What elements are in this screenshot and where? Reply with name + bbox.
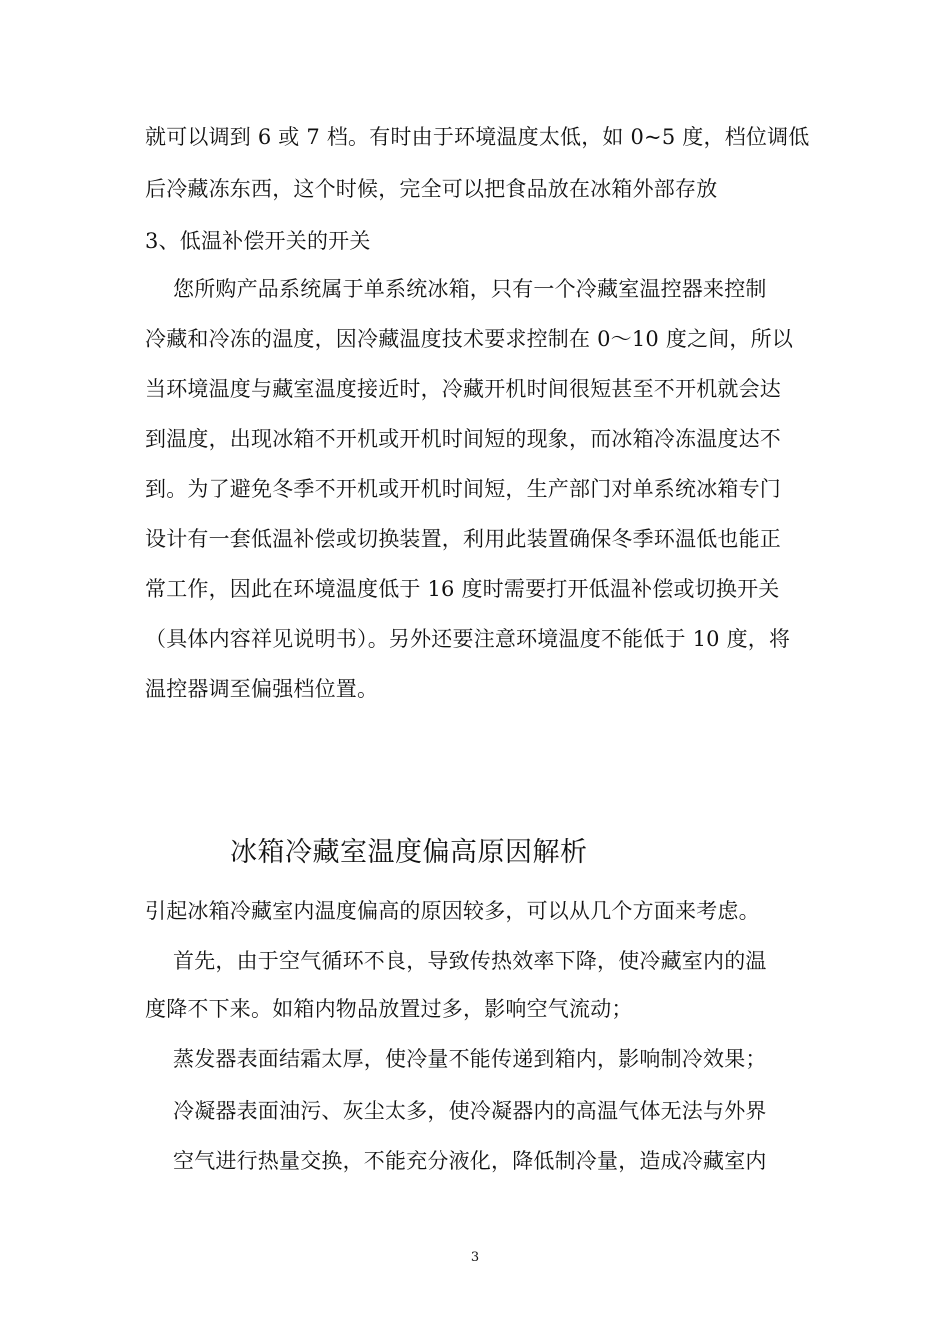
body-text-line: （具体内容祥见说明书）。另外还要注意环境温度不能低于 10 度，将 (145, 627, 791, 651)
body-text-line: 就可以调到 6 或 7 档。有时由于环境温度太低，如 0~5 度，档位调低 (145, 125, 810, 149)
body-text-line: 当环境温度与藏室温度接近时，冷藏开机时间很短甚至不开机就会达 (145, 377, 781, 401)
body-text-line: 到温度，出现冰箱不开机或开机时间短的现象，而冰箱冷冻温度达不 (145, 427, 781, 451)
body-text-line: 温控器调至偏强档位置。 (145, 677, 379, 701)
body-text-line: 后冷藏冻东西，这个时候，完全可以把食品放在冰箱外部存放 (145, 177, 718, 201)
body-text-line: 冷藏和冷冻的温度，因冷藏温度技术要求控制在 0～10 度之间，所以 (145, 327, 794, 351)
body-text-line: 蒸发器表面结霜太厚，使冷量不能传递到箱内，影响制冷效果； (173, 1047, 767, 1071)
body-text-line: 空气进行热量交换，不能充分液化，降低制冷量，造成冷藏室内 (173, 1149, 767, 1173)
body-text-line: 常工作，因此在环境温度低于 16 度时需要打开低温补偿或切换开关 (145, 577, 780, 601)
article-title: 冰箱冷藏室温度偏高原因解析 (230, 837, 588, 868)
section-title: 3、低温补偿开关的开关 (145, 229, 371, 253)
body-text-line: 设计有一套低温补偿或切换装置，利用此装置确保冬季环温低也能正 (145, 527, 781, 551)
body-text-line: 到。为了避免冬季不开机或开机时间短，生产部门对单系统冰箱专门 (145, 477, 781, 501)
body-text-line: 冷凝器表面油污、灰尘太多，使冷凝器内的高温气体无法与外界 (173, 1099, 767, 1123)
body-text-line: 首先，由于空气循环不良，导致传热效率下降，使冷藏室内的温 (173, 949, 767, 973)
page-number: 3 (470, 1250, 480, 1265)
body-text-line: 您所购产品系统属于单系统冰箱，只有一个冷藏室温控器来控制 (173, 277, 767, 301)
body-text-line: 引起冰箱冷藏室内温度偏高的原因较多，可以从几个方面来考虑。 (145, 899, 760, 923)
body-text-line: 度降不下来。如箱内物品放置过多，影响空气流动； (145, 997, 633, 1021)
